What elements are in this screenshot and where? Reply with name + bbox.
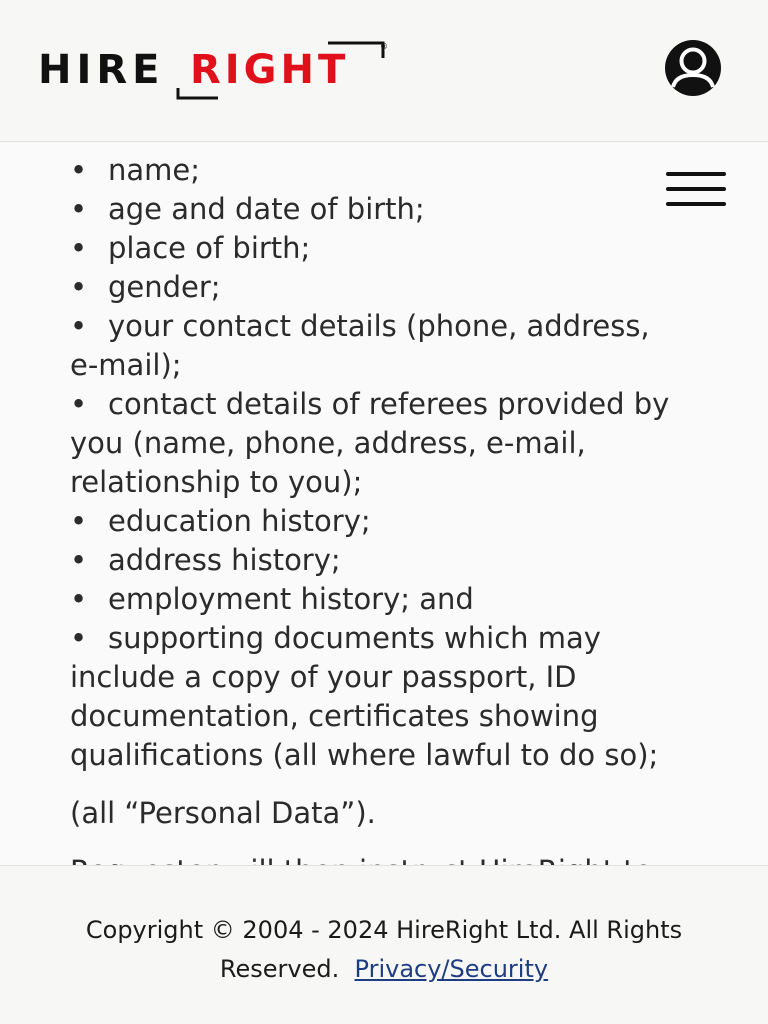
list-item-text: place of birth;: [108, 231, 311, 265]
bullet-symbol: •: [70, 153, 88, 187]
bullet-symbol: •: [70, 309, 88, 343]
list-item-text: include a copy of your passport, ID: [70, 660, 577, 694]
list-item-continuation: [70, 697, 710, 736]
list-item: [70, 580, 710, 619]
hamburger-menu-icon[interactable]: [662, 170, 730, 212]
logo-text-hire: HIRE: [38, 47, 165, 93]
list-item-continuation: [70, 463, 710, 502]
list-item-text: relationship to you);: [70, 465, 363, 499]
list-item: [70, 190, 710, 229]
list-item-continuation: [70, 346, 710, 385]
list-item-text: gender;: [108, 270, 221, 304]
privacy-security-link[interactable]: Privacy/Security: [354, 955, 549, 983]
list-item-continuation: [70, 424, 710, 463]
menu-bar-top: [666, 172, 726, 176]
list-item-text: education history;: [108, 504, 371, 538]
bullet-symbol: •: [70, 270, 88, 304]
footer: [0, 865, 768, 1024]
bullet-symbol: •: [70, 621, 88, 655]
footer-second-line: [0, 950, 768, 989]
list-item-text: documentation, certificates showing: [70, 699, 599, 733]
reserved-text: Reserved.: [219, 955, 340, 983]
list-item-text: e-mail);: [70, 348, 182, 382]
header: [0, 0, 768, 142]
bullet-symbol: •: [70, 582, 88, 616]
main-content: [0, 143, 768, 865]
list-item: [70, 385, 710, 424]
closing-text: (all “Personal Data”).: [70, 796, 376, 830]
list-item-continuation: [70, 658, 710, 697]
logo-text-right: RIGHT: [190, 47, 350, 93]
logo-registered-mark: ®: [380, 42, 388, 51]
list-item: [70, 541, 710, 580]
copyright-text: Copyright © 2004 - 2024 HireRight Ltd. All Rights: [85, 916, 683, 944]
bullet-symbol: •: [70, 192, 88, 226]
list-item-text: qualifications (all where lawful to do so);: [70, 738, 659, 772]
account-button[interactable]: [658, 38, 728, 98]
user-circle-icon: [660, 39, 726, 97]
bullet-symbol: •: [70, 231, 88, 265]
bullet-symbol: •: [70, 387, 88, 421]
list-item: [70, 268, 710, 307]
list-item-text: contact details of referees provided by: [108, 387, 670, 421]
list-item-text: employment history; and: [108, 582, 474, 616]
menu-bar-middle: [666, 187, 726, 191]
list-item-continuation: [70, 736, 710, 775]
list-item: [70, 619, 710, 658]
list-item: [70, 229, 710, 268]
list-item-text: your contact details (phone, address,: [108, 309, 650, 343]
list-item-text: age and date of birth;: [108, 192, 425, 226]
list-item-text: name;: [108, 153, 201, 187]
list-item: [70, 151, 710, 190]
list-item-text: you (name, phone, address, e-mail,: [70, 426, 586, 460]
bullet-symbol: •: [70, 543, 88, 577]
list-item: [70, 307, 710, 346]
list-item-text: address history;: [108, 543, 341, 577]
menu-bar-bottom: [666, 202, 726, 206]
personal-data-list: [70, 151, 710, 891]
hireright-logo[interactable]: [38, 40, 393, 102]
bullet-symbol: •: [70, 504, 88, 538]
list-item-text: supporting documents which may: [108, 621, 601, 655]
list-item: [70, 502, 710, 541]
list-lines: [70, 151, 710, 775]
